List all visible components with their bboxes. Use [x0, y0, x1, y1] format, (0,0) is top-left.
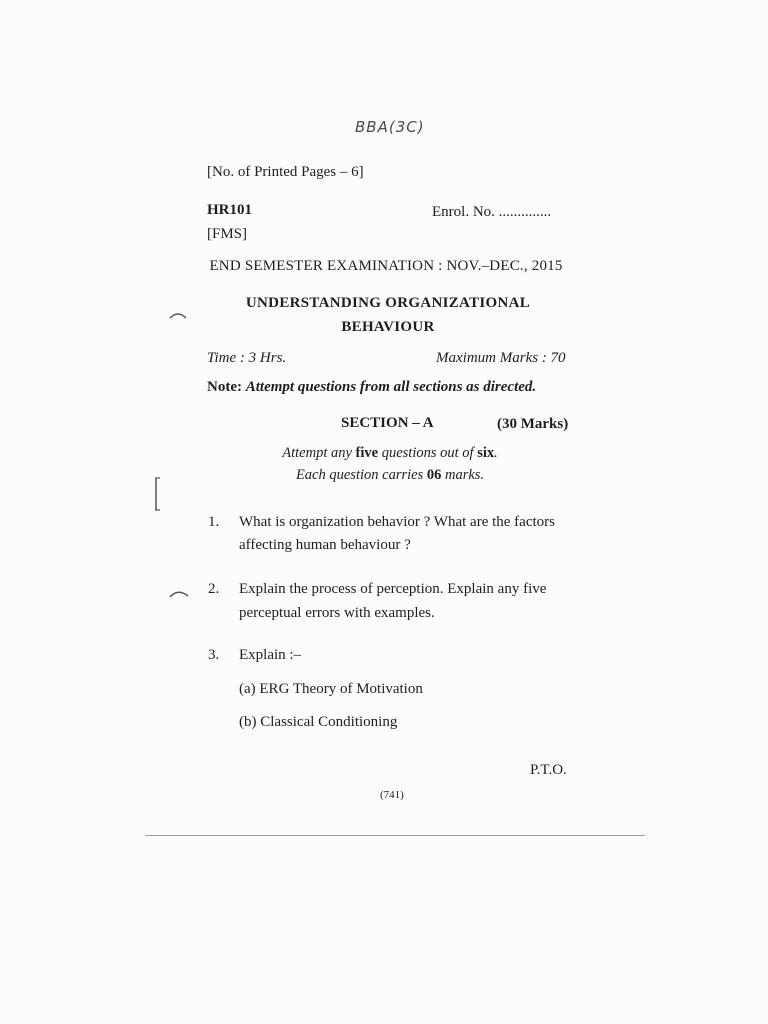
maximum-marks: Maximum Marks : 70 [436, 350, 566, 366]
question-3-part-a: (a) ERG Theory of Motivation [239, 681, 423, 697]
section-instructions [0, 442, 768, 486]
enrolment-number-field: Enrol. No. .............. [432, 204, 552, 220]
question-3-number: 3. [208, 647, 220, 663]
question-2-line-1: Explain the process of perception. Explain any five [239, 581, 547, 597]
page-code: (741) [380, 789, 404, 801]
please-turn-over: P.T.O. [530, 762, 567, 778]
question-1-line-2: affecting human behaviour ? [239, 537, 411, 553]
page-bottom-edge [145, 835, 645, 836]
handwritten-course-note: BBA(3C) [355, 118, 425, 136]
section-a-marks: (30 Marks) [497, 416, 569, 432]
note-text: Attempt questions from all sections as directed. [245, 379, 537, 395]
course-code: HR101 [207, 202, 252, 218]
printed-pages-count: [No. of Printed Pages – 6] [207, 164, 364, 180]
note-label: Note: [207, 379, 242, 395]
subject-title-line1: UNDERSTANDING ORGANIZATIONAL [245, 295, 531, 311]
school-code: [FMS] [207, 226, 248, 242]
question-3-part-b: (b) Classical Conditioning [239, 714, 398, 730]
question-1-line-1: What is organization behavior ? What are the factors [239, 514, 555, 530]
exam-title: END SEMESTER EXAMINATION : NOV.–DEC., 2015 [209, 258, 563, 274]
question-1-number: 1. [208, 514, 220, 530]
question-3-line-1: Explain :– [239, 647, 302, 663]
subject-title [0, 291, 768, 339]
exam-duration: Time : 3 Hrs. [207, 350, 287, 366]
exam-note [207, 379, 536, 396]
section-a-title: SECTION – A [341, 415, 434, 431]
subject-title-line2: BEHAVIOUR [341, 319, 435, 335]
instruction-line-1: Attempt any five questions out of six. [282, 445, 498, 461]
instruction-line-2: Each question carries 06 marks. [295, 467, 485, 483]
question-2-number: 2. [208, 581, 220, 597]
question-2-line-2: perceptual errors with examples. [239, 605, 435, 621]
hole-punch-mark-bottom [170, 592, 188, 597]
